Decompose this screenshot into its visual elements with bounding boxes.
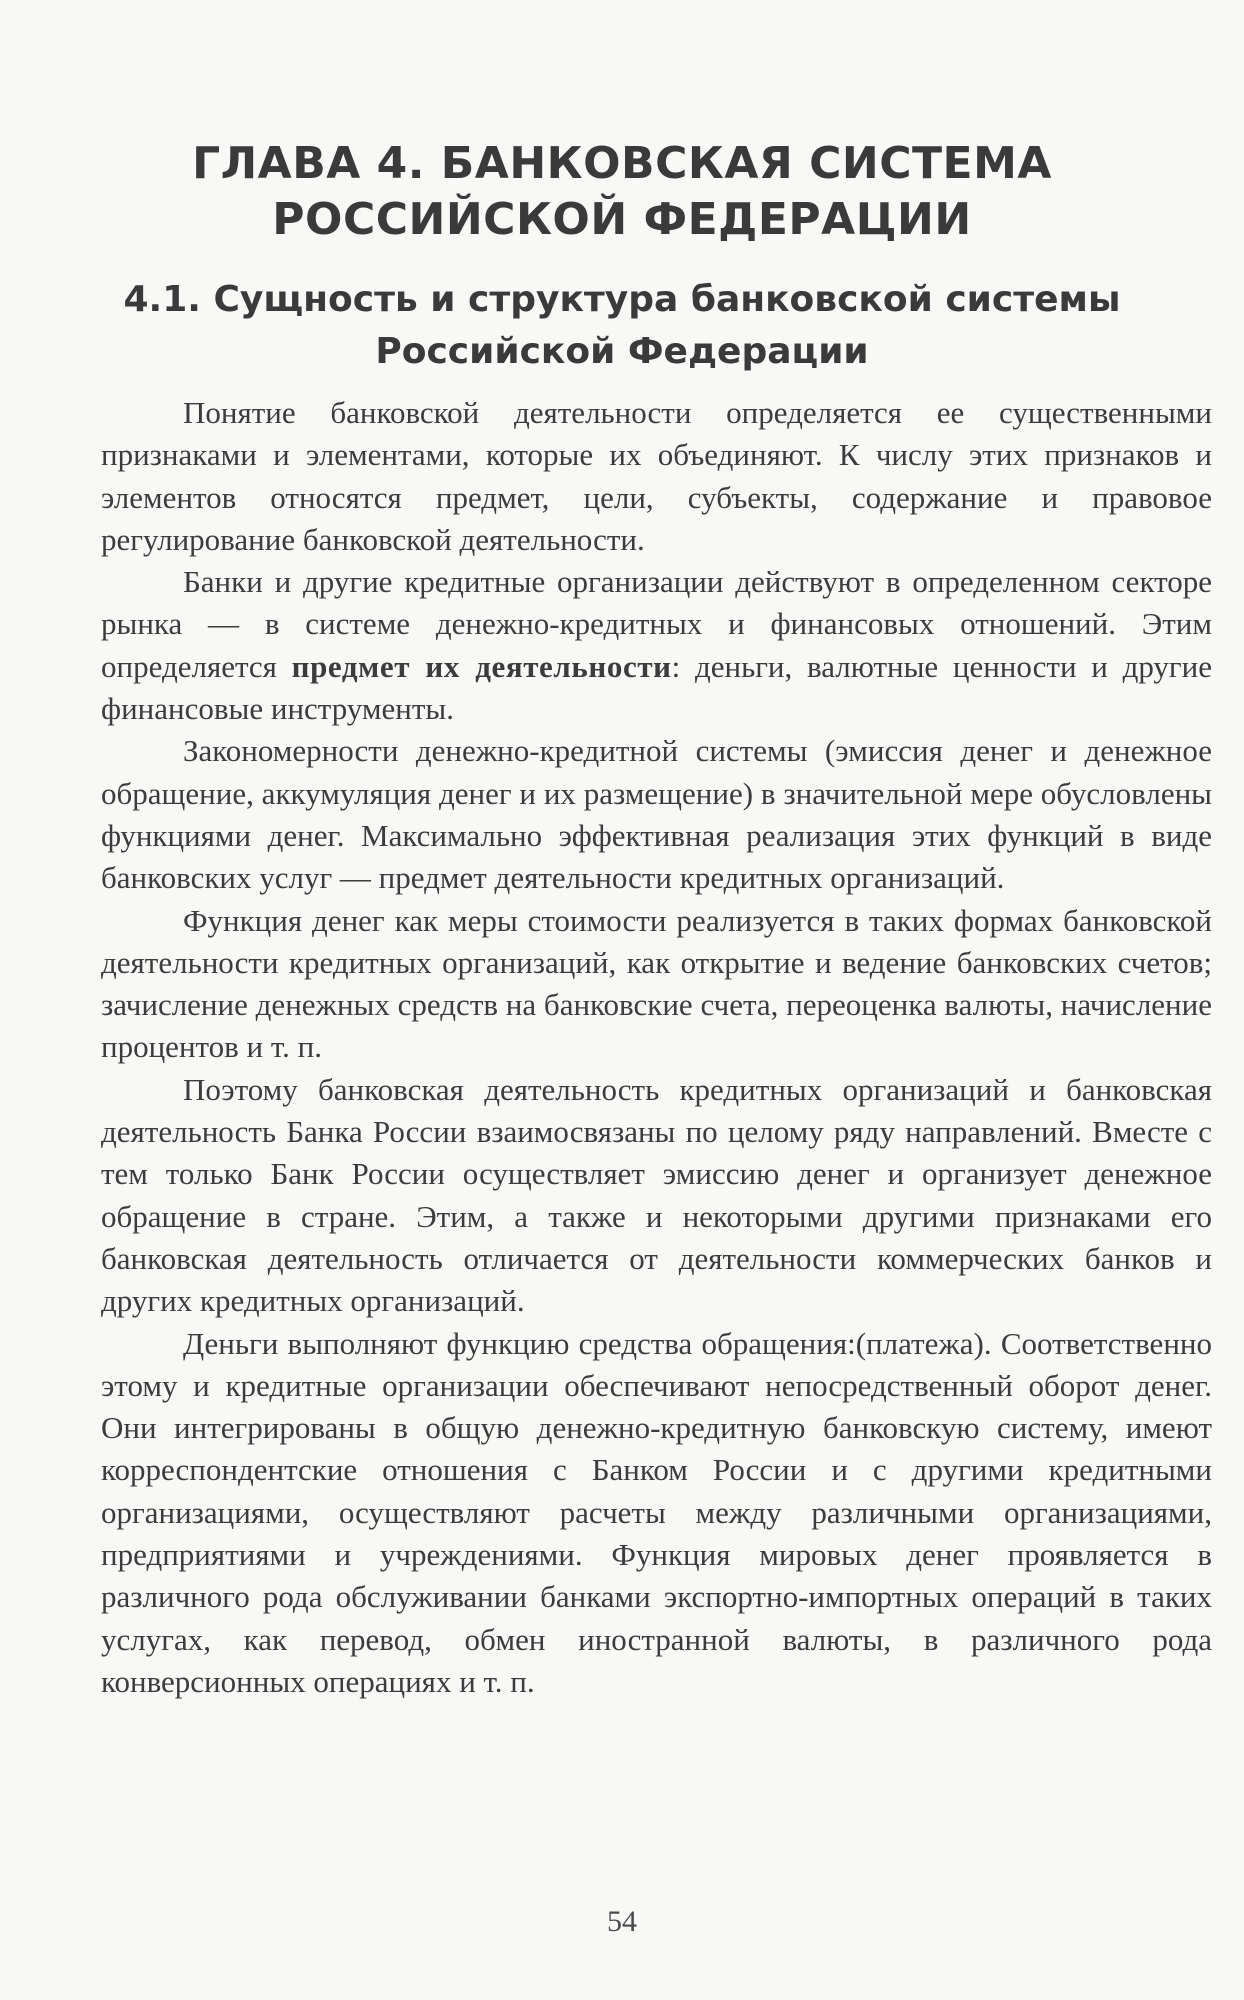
body-text (101, 392, 1212, 1703)
chapter-title: ГЛАВА 4. БАНКОВСКАЯ СИСТЕМА РОССИЙСКОЙ ФЕДЕРАЦИИ (192, 138, 1052, 245)
paragraph: Закономерности денежно-кредитной системы (эмиссия денег и денежное обращение, аккумуляция денег и их размещение) в значительной мере обусловлены функциями денег. Максимально эффективная реализация этих функций в виде банковских услуг — предмет деятельности кредитных организаций. (101, 733, 1212, 896)
page-number: 54 (607, 1905, 637, 1938)
paragraph (101, 561, 1212, 730)
paragraph-text: Банки и другие кредитные организации действуют в определенном секторе рынка — в системе денежно-кредитных и финансовых отношений. Этим определяется (101, 564, 1212, 684)
paragraph: Поэтому банковская деятельность кредитных организаций и банковская деятельность Банка России взаимосвязаны по целому ряду направлений. Вместе с тем только Банк России осуществляет эмиссию денег и организует денежное обращение в стране. Этим, а также и некоторыми другими признаками его банковская деятельность отличается от деятельности коммерческих банков и других кредитных организаций. (101, 1071, 1212, 1319)
paragraph-text: : деньги, валютные ценности и другие финансовые инструменты. (101, 648, 1212, 727)
paragraph: Функция денег как меры стоимости реализуется в таких формах банковской деятельности кредитных организаций, как открытие и ведение банковских счетов; зачисление денежных средств на банковские счета, переоценка валюты, начисление процентов и т. п. (101, 902, 1212, 1065)
paragraph: Деньги выполняют функцию средства обращения:(платежа). Соответственно этому и кредитные организации обеспечивают непосредственный оборот денег. Они интегрированы в общую денежно-кредитную банковскую систему, имеют корреспондентские отношения с Банком России и с другими кредитными организациями, осуществляют расчеты между различными организациями, предприятиями и учреждениями. Функция мировых денег проявляется в различного рода обслуживании банками экспортно-импортных операций в таких услугах, как перевод, обмен иностранной валюты, в различного рода конверсионных операциях и т. п. (101, 1325, 1212, 1699)
paragraph: Понятие банковской деятельности определяется ее существенными признаками и элементами, которые их объединяют. К числу этих признаков и элементов относятся предмет, цели, субъекты, содержание и правовое регулирование банковской деятельности. (101, 395, 1212, 557)
section-title: 4.1. Сущность и структура банковской системы Российской Федерации (123, 279, 1121, 372)
emphasis-term: предмет их деятельности (291, 648, 672, 684)
